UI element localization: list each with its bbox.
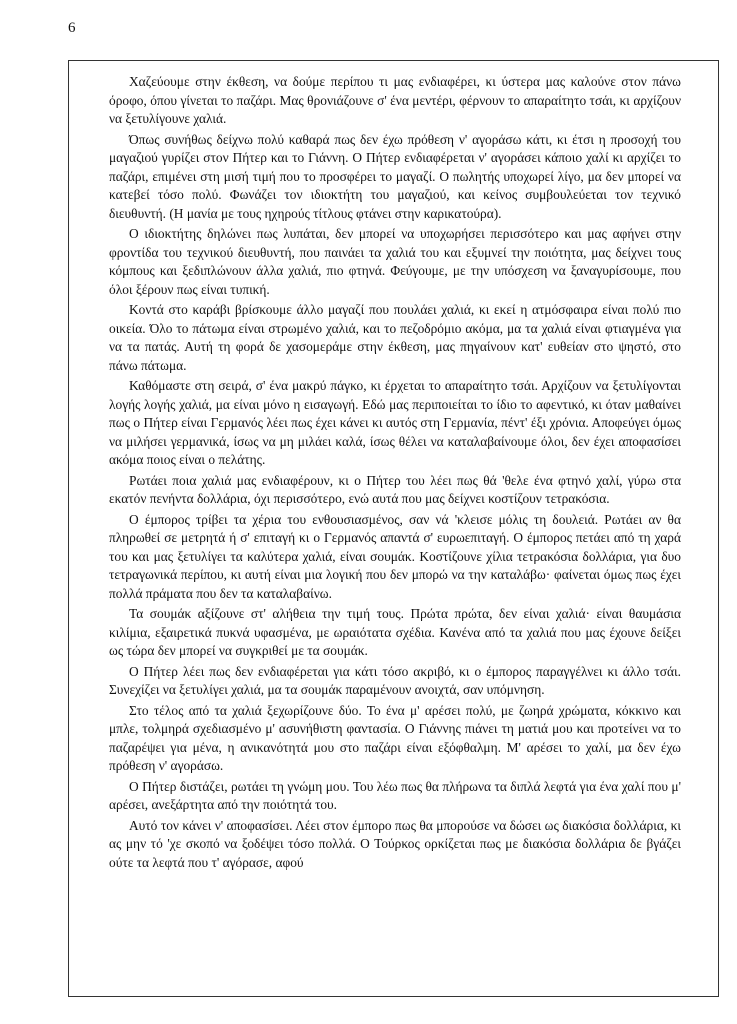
paragraph: Ο έμπορος τρίβει τα χέρια του ενθουσιασμένος, σαν νά 'κλεισε μόλις τη δουλειά. Ρωτάει αν θα πληρωθεί σε μετρητά ή σ' επιταγή κι ο Γερμανός απαντά σ' ευρωεπιταγή. Ο έμπορος πετάει από τη χαρά του και μας ξετυλίγει τα καλύτερα χαλιά, είναι σουμάκ. Κοστίζουνε χίλια τετρακόσια δολλάρια, για δυο τετραγωνικά περίπου, κι αυτή είναι μια λογική που δεν μπορώ να την καταλάβω· φαίνεται όμως πως έχει πολλά πράματα που δεν τα καταλαβαίνω.	[109, 511, 681, 601]
paragraph: Κοντά στο καράβι βρίσκουμε άλλο μαγαζί που πουλάει χαλιά, κι εκεί η ατμόσφαιρα είναι πολύ πιο οικεία. Όλο το πάτωμα είναι στρωμένο χαλιά, και το πεζοδρόμιο ακόμα, μα τα χαλιά είναι φτιαγμένα για να τα πατάς. Αυτή τη φορά δε χασομεράμε στην έκθεση, μας πηγαίνουν κατ' ευθείαν στο ψηστό, στο πάνω πάτωμα.	[109, 302, 681, 373]
paragraph: Χαζεύουμε στην έκθεση, να δούμε περίπου τι μας ενδιαφέρει, κι ύστερα μας καλούνε στον πάνω όροφο, όπου γίνεται το παζάρι. Μας θρονιάζουνε σ' ένα μεντέρι, φέρνουν το απαραίτητο τσάι, κι αρχίζουν να ξετυλίγουνε χαλιά.	[109, 74, 681, 126]
paragraph: Καθόμαστε στη σειρά, σ' ένα μακρύ πάγκο, κι έρχεται το απαραίτητο τσάι. Αρχίζουν να ξετυλίγονται λογής λογής χαλιά, μα είναι μόνο η εισαγωγή. Εδώ μας περιποιείται το ίδιο το αφεντικό, κι όταν μαθαίνει πως ο Πήτερ είναι Γερμανός λέει πως έχει κάνει κι αυτός στη Γερμανία, πέντ' έξι χρόνια. Αποφεύγει όμως να μιλήσει γερμανικά, ίσως να μη μιλάει καλά, ίσως θέλει να καταλαβαίνουμε όλοι, δεν έχει αποφασίσει ακόμα ποιος είναι ο πελάτης.	[109, 378, 681, 467]
text-body	[109, 73, 681, 874]
paragraph: Ο ιδιοκτήτης δηλώνει πως λυπάται, δεν μπορεί να υποχωρήσει περισσότερο και μας αφήνει στην φροντίδα του τεχνικού διευθυντή, που παινάει τα χαλιά του και εξυμνεί την ποιότητα, μας δείχνει τους κόμπους και ξεδιπλώνουν άλλα χαλιά, πιο φτηνά. Φεύγουμε, με την υπόσχεση να ξαναγυρίσουμε, που όλοι ξέρουν πως είναι τυπική.	[109, 226, 681, 297]
paragraph: Στο τέλος από τα χαλιά ξεχωρίζουνε δύο. Το ένα μ' αρέσει πολύ, με ζωηρά χρώματα, κόκκινο και μπλε, τολμηρά σχεδιασμένο μ' ασυνήθιστη φαντασία. Ο Γιάννης πιάνει τη ματιά μου και προτείνει να το παζαρέψει για μένα, η ανικανότητά μου στο παζάρι είναι εξόφθαλμη. Μ' αρέσει το χαλί, μα δεν έχω πρόθεση ν' αγοράσω.	[109, 702, 681, 773]
paragraph: Ο Πήτερ λέει πως δεν ενδιαφέρεται για κάτι τόσο ακριβό, κι ο έμπορος παραγγέλνει κι άλλο τσάι. Συνεχίζει να ξετυλίγει χαλιά, μα τα σουμάκ παραμένουν ανοιχτά, σαν υπόμνηση.	[109, 663, 681, 697]
paragraph: Αυτό τον κάνει ν' αποφασίσει. Λέει στον έμπορο πως θα μπορούσε να δώσει ως διακόσια δολλάρια, κι ας μην τό 'χε σκοπό να ξοδέψει τόσο πολλά. Ο Τούρκος ορκίζεται πως με διακόσια δολλάρια δε βγάζει ούτε τα λεφτά που τ' αγόρασε, αφού	[109, 817, 681, 870]
page-number: 6	[68, 20, 76, 36]
paragraph: Τα σουμάκ αξίζουνε στ' αλήθεια την τιμή τους. Πρώτα πρώτα, δεν είναι χαλιά· είναι θαυμάσια κιλίμια, εξαιρετικά πυκνά υφασμένα, με ωραιότατα σχέδια. Κανένα από τα χαλιά που μας έχουνε δείξει ως τώρα δεν μπορεί να συγκριθεί με τα σουμάκ.	[109, 606, 681, 658]
paragraph: Ο Πήτερ διστάζει, ρωτάει τη γνώμη μου. Του λέω πως θα πλήρωνα τα διπλά λεφτά για ένα χαλί που μ' αρέσει, ανεξάρτητα από την ποιότητά του.	[109, 778, 681, 812]
text-frame	[68, 60, 719, 997]
paragraph: Όπως συνήθως δείχνω πολύ καθαρά πως δεν έχω πρόθεση ν' αγοράσω κάτι, κι έτσι η προσοχή του μαγαζιού γυρίζει στον Πήτερ και το Γιάννη. Ο Πήτερ ενδιαφέρεται ν' αγοράσει κάποιο χαλί κι αρχίζει το παζάρι, επιμένει στη μισή τιμή που το προσφέρει το μαγαζί. Ο πωλητής υποχωρεί λίγο, μα δεν μπορεί να κατεβεί τόσο πολύ. Φωνάζει τον ιδιοκτήτη του μαγαζιού, και κείνος συμβουλεύεται τον τεχνικό διευθυντή. (Η μανία με τους ηχηρούς τίτλους φτάνει στην καρικατούρα).	[109, 131, 681, 221]
paragraph: Ρωτάει ποια χαλιά μας ενδιαφέρουν, κι ο Πήτερ του λέει πως θά 'θελε ένα φτηνό χαλί, γύρω στα εκατόν πενήντα δολλάρια, όχι περισσότερο, ενώ αυτά που μας δείχνει κοστίζουν τετρακόσια.	[109, 472, 681, 506]
